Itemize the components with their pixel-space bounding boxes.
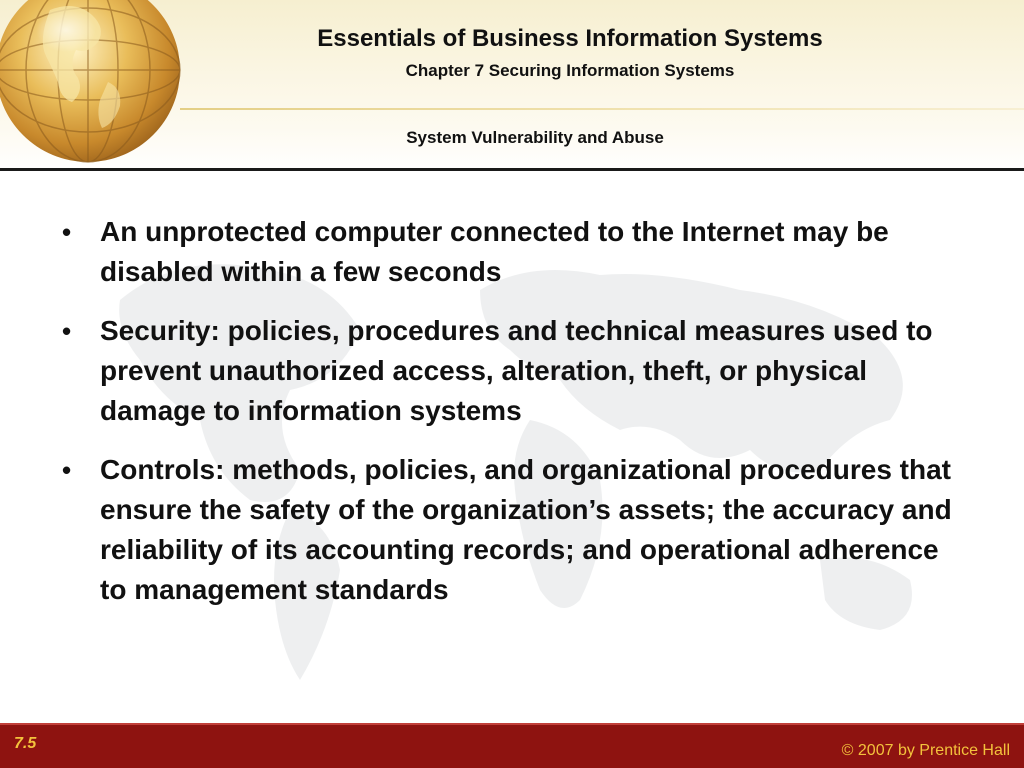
bullet-marker: • [62, 316, 72, 346]
page-number: 7.5 [14, 735, 37, 752]
section-title: System Vulnerability and Abuse [406, 128, 664, 147]
slide-body [60, 212, 960, 629]
bullet-item [60, 450, 960, 610]
chapter-subtitle: Chapter 7 Securing Information Systems [405, 61, 735, 80]
copyright-notice: © 2007 by Prentice Hall [841, 742, 1010, 759]
bullet-item [60, 311, 960, 431]
bullet-list [60, 212, 960, 610]
slide-header [0, 0, 1024, 170]
header-bottom-rule [0, 168, 1024, 171]
bullet-text: Security: policies, procedures and technical measures used to prevent unauthorized access, alteration, theft, or physical damage to information systems [100, 315, 933, 426]
slide-title: Essentials of Business Information Systems [317, 25, 823, 52]
bullet-item [60, 212, 960, 292]
bullet-marker: • [62, 217, 72, 247]
globe-icon [0, 0, 200, 170]
bullet-marker: • [62, 455, 72, 485]
bullet-text: Controls: methods, policies, and organizational procedures that ensure the safety of the organization’s assets; the accuracy and reliability of its accounting records; and operational adherence to management standards [100, 454, 952, 605]
slide-footer [0, 723, 1024, 768]
header-divider [180, 108, 1024, 110]
bullet-text: An unprotected computer connected to the Internet may be disabled within a few seconds [100, 216, 889, 287]
